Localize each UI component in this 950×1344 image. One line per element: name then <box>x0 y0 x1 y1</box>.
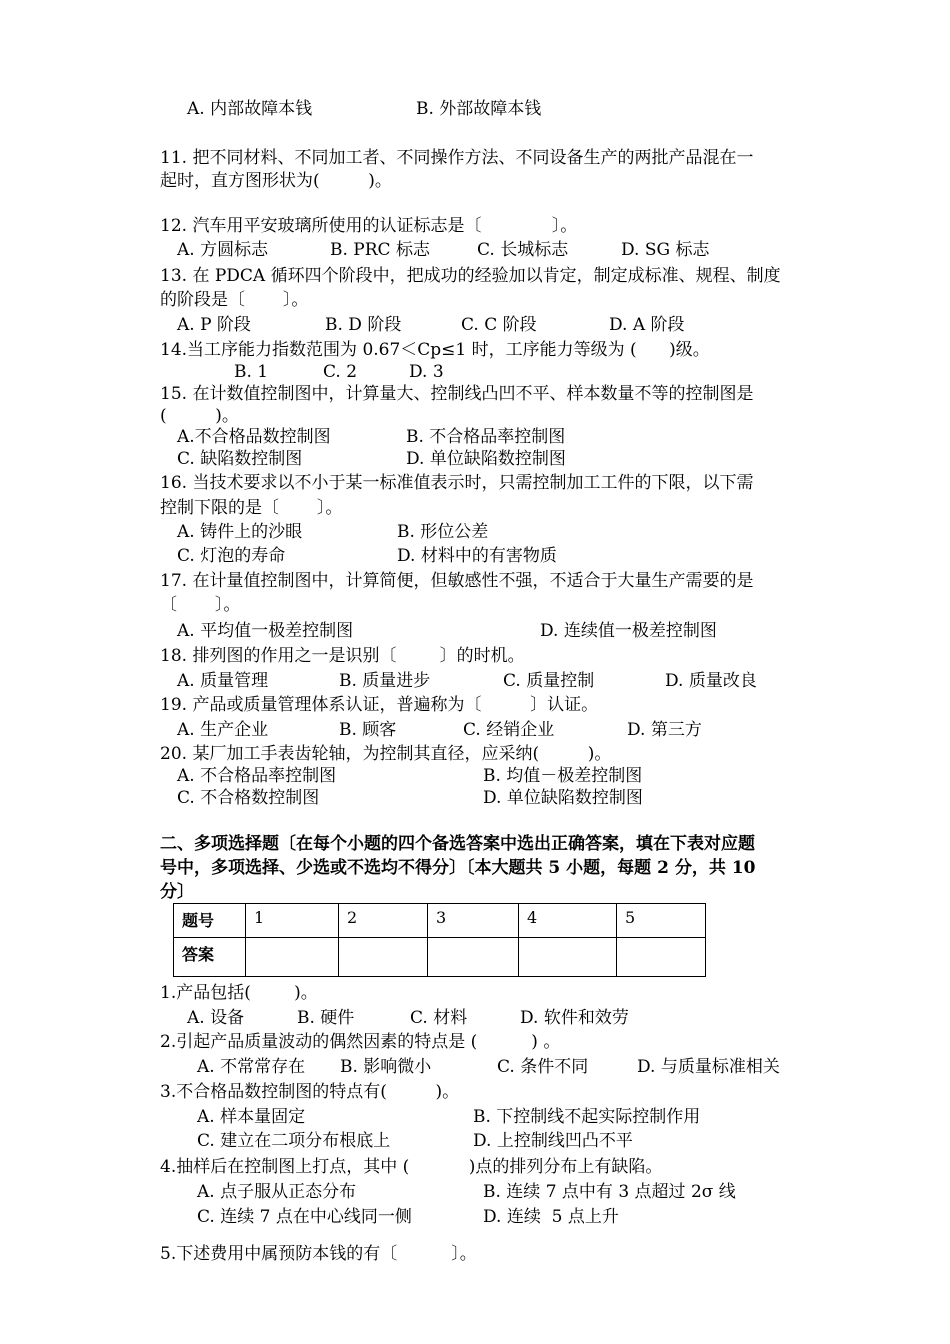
answer-table-row2-label: 答案 <box>174 938 246 977</box>
text-line: A. 平均值一极差控制图 <box>177 621 354 641</box>
answer-cell-3[interactable] <box>428 938 519 977</box>
answer-table-answer-row <box>174 938 706 977</box>
section2-heading-line-1: 二、多项选择题〔在每个小题的四个备选答案中选出正确答案，填在下表对应题 <box>160 834 755 854</box>
text-line: A. 点子服从正态分布 <box>197 1182 357 1202</box>
answer-cell-1[interactable] <box>246 938 339 977</box>
text-line: D. 材料中的有害物质 <box>397 546 557 566</box>
text-line: 4.抽样后在控制图上打点，其中 ( )点的排列分布上有缺陷。 <box>160 1157 663 1177</box>
text-line: 19. 产品或质量管理体系认证，普遍称为〔 〕认证。 <box>160 695 599 715</box>
text-line: C. 2 <box>323 362 358 382</box>
answer-table-col-2: 2 <box>339 904 428 938</box>
text-line: B. 顾客 <box>339 720 397 740</box>
answer-table-header-row <box>174 904 706 938</box>
answer-table-col-3: 3 <box>428 904 519 938</box>
text-line: B. D 阶段 <box>325 315 402 335</box>
text-line: B. 下控制线不起实际控制作用 <box>473 1107 701 1127</box>
text-line: A. 设备 <box>187 1008 245 1028</box>
text-line: 16. 当技术要求以不小于某一标准值表示时，只需控制加工工件的下限，以下需 <box>160 473 754 493</box>
text-line: 3.不合格品数控制图的特点有( )。 <box>160 1082 460 1102</box>
text-line: B. 1 <box>234 362 269 382</box>
text-line: B. 形位公差 <box>397 522 489 542</box>
section2-heading-line-3: 分〕 <box>160 882 194 902</box>
text-line: D. 质量改良 <box>665 671 757 691</box>
text-line: D. 上控制线凹凸不平 <box>473 1131 633 1151</box>
text-line: A. 方圆标志 <box>177 240 269 260</box>
text-line: C. 质量控制 <box>503 671 595 691</box>
text-line: D. 3 <box>409 362 444 382</box>
text-line: C. 连续 7 点在中心线同一侧 <box>197 1207 412 1227</box>
text-line: C. C 阶段 <box>461 315 537 335</box>
answer-table-col-4: 4 <box>519 904 617 938</box>
text-line: A. P 阶段 <box>177 315 251 335</box>
text-line: A. 不合格品率控制图 <box>177 766 337 786</box>
answer-table <box>173 903 706 977</box>
text-line: C. 灯泡的寿命 <box>177 546 286 566</box>
answer-table-row1-label: 题号 <box>174 904 246 938</box>
answer-cell-2[interactable] <box>339 938 428 977</box>
text-line: 11. 把不同材料、不同加工者、不同操作方法、不同设备生产的两批产品混在一 <box>160 148 754 168</box>
answer-table-col-1: 1 <box>246 904 339 938</box>
text-line: B. 均值－极差控制图 <box>483 766 643 786</box>
text-line: D. 第三方 <box>627 720 702 740</box>
text-line: B. 质量进步 <box>339 671 431 691</box>
text-line: D. 连续 5 点上升 <box>483 1207 619 1227</box>
text-line: A. 内部故障本钱 <box>187 99 313 119</box>
text-line: A. 样本量固定 <box>197 1107 306 1127</box>
text-line: 12. 汽车用平安玻璃所使用的认证标志是〔 〕。 <box>160 216 578 236</box>
text-line: 起时，直方图形状为( )。 <box>160 171 392 191</box>
text-line: D. 单位缺陷数控制图 <box>483 788 643 808</box>
text-line: C. 缺陷数控制图 <box>177 449 303 469</box>
text-line: B. 外部故障本钱 <box>416 99 542 119</box>
text-line: 17. 在计量值控制图中，计算简便，但敏感性不强，不适合于大量生产需要的是 <box>160 571 754 591</box>
text-line: 15. 在计数值控制图中，计算量大、控制线凸凹不平、样本数量不等的控制图是 <box>160 384 754 404</box>
text-line: B. 影响微小 <box>340 1057 432 1077</box>
text-line: A.不合格品数控制图 <box>177 427 331 447</box>
text-line: B. PRC 标志 <box>330 240 430 260</box>
text-line: C. 材料 <box>410 1008 468 1028</box>
text-line: 的阶段是〔 〕。 <box>160 290 309 310</box>
text-line: 控制下限的是〔 〕。 <box>160 498 343 518</box>
text-line: B. 硬件 <box>297 1008 355 1028</box>
text-line: D. 软件和效劳 <box>520 1008 629 1028</box>
text-line: C. 不合格数控制图 <box>177 788 320 808</box>
text-line: D. 连续值一极差控制图 <box>540 621 717 641</box>
text-line: C. 建立在二项分布根底上 <box>197 1131 391 1151</box>
answer-table-col-5: 5 <box>617 904 706 938</box>
section2-heading-line-2: 号中，多项选择、少选或不选均不得分〕〔本大题共 5 小题，每题 2 分，共 10 <box>160 858 756 878</box>
text-line: 2.引起产品质量波动的偶然因素的特点是 ( ) 。 <box>160 1032 561 1052</box>
text-line: 13. 在 PDCA 循环四个阶段中，把成功的经验加以肯定，制定成标准、规程、制度 <box>160 266 781 286</box>
text-line: C. 长城标志 <box>477 240 569 260</box>
text-line: 20. 某厂加工手表齿轮轴，为控制其直径，应采纳( )。 <box>160 744 612 764</box>
text-line: D. SG 标志 <box>621 240 710 260</box>
text-line: 1.产品包括( )。 <box>160 983 318 1003</box>
text-line: C. 条件不同 <box>497 1057 589 1077</box>
answer-cell-4[interactable] <box>519 938 617 977</box>
text-line: B. 连续 7 点中有 3 点超过 2σ 线 <box>483 1182 736 1202</box>
text-line: ( )。 <box>160 406 239 426</box>
text-line: A. 铸件上的沙眼 <box>177 522 303 542</box>
text-line: 18. 排列图的作用之一是识别〔 〕的时机。 <box>160 646 525 666</box>
answer-cell-5[interactable] <box>617 938 706 977</box>
text-line: A. 不常常存在 <box>197 1057 306 1077</box>
text-line: D. 与质量标准相关 <box>637 1057 780 1077</box>
text-line: D. A 阶段 <box>609 315 685 335</box>
text-line: A. 质量管理 <box>177 671 269 691</box>
text-line: B. 不合格品率控制图 <box>406 427 566 447</box>
text-line: 5.下述费用中属预防本钱的有〔 〕。 <box>160 1244 477 1264</box>
text-line: 14.当工序能力指数范围为 0.67＜Cp≤1 时，工序能力等级为 ( )级。 <box>160 340 710 360</box>
text-line: 〔 〕。 <box>160 595 241 615</box>
text-line: C. 经销企业 <box>463 720 555 740</box>
text-line: D. 单位缺陷数控制图 <box>406 449 566 469</box>
text-line: A. 生产企业 <box>177 720 269 740</box>
